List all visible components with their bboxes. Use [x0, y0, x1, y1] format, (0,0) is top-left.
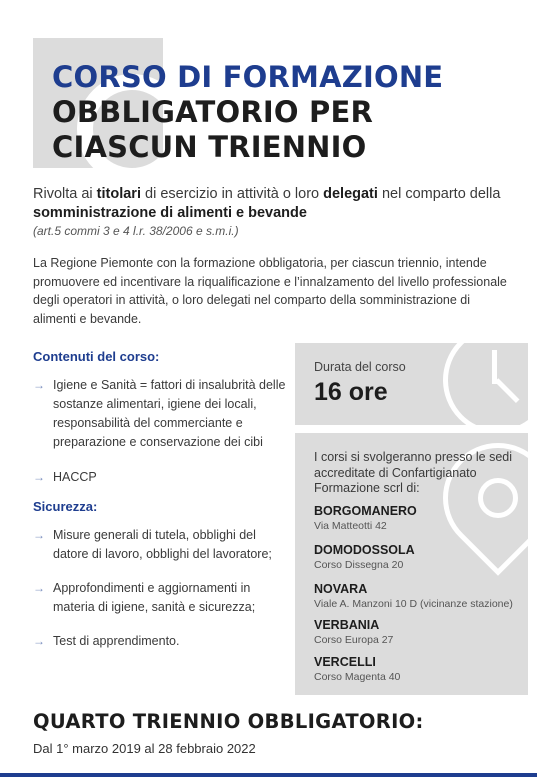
sedi-panel	[295, 433, 528, 695]
intro-bold-titolari: titolari	[96, 186, 141, 202]
list-item-text: HACCP	[53, 470, 97, 484]
location-item	[314, 542, 415, 572]
intro-bold-sector: somministrazione di alimenti e bevande	[33, 205, 307, 221]
intro-part: Rivolta ai	[33, 186, 97, 202]
list-item	[33, 526, 288, 564]
title-line-3: CIASCUN TRIENNIO	[52, 130, 367, 164]
sicurezza-list	[33, 526, 288, 651]
location-city: DOMODOSSOLA	[314, 543, 415, 557]
location-item	[314, 503, 417, 533]
list-item	[33, 468, 288, 487]
list-item-text: Igiene e Sanità = fattori di insalubrità delle sostanze alimentari, igiene dei locali, responsabilità del commerciante e preparazione e conservazione dei cibi	[53, 378, 286, 449]
clock-icon	[443, 343, 528, 425]
sedi-intro: I corsi si svolgeranno presso le sedi accreditate di Confartigianato Formazione scrl di:	[314, 450, 513, 495]
location-city: BORGOMANERO	[314, 504, 417, 518]
arrow-right-icon: →	[33, 634, 45, 648]
sicurezza-heading: Sicurezza:	[33, 499, 98, 514]
location-city: VERCELLI	[314, 655, 376, 669]
footer-dates: Dal 1° marzo 2019 al 28 febbraio 2022	[33, 741, 256, 756]
durata-value: 16 ore	[314, 378, 388, 406]
arrow-right-icon: →	[33, 378, 45, 392]
description-paragraph: La Regione Piemonte con la formazione obbligatoria, per ciascun triennio, intende promuovere ed incentivare la riqualificazione e l’innalzamento del livello professionale degli operatori in attività, o loro delegati nel comparto della somministrazione di alimenti e bevande.	[33, 256, 507, 326]
list-item-text: Misure generali di tutela, obblighi del datore di lavoro, obblighi del lavoratore;	[53, 528, 272, 561]
list-item	[33, 376, 288, 452]
footer-title: QUARTO TRIENNIO OBBLIGATORIO:	[33, 710, 424, 733]
location-address: Corso Dissegna 20	[314, 559, 404, 571]
intro-text	[33, 185, 513, 239]
arrow-right-icon: →	[33, 581, 45, 595]
legal-reference: (art.5 commi 3 e 4 l.r. 38/2006 e s.m.i.)	[33, 224, 239, 238]
list-item	[33, 579, 288, 617]
location-item	[314, 581, 513, 611]
title-line-2: OBBLIGATORIO PER	[52, 95, 374, 129]
location-address: Corso Magenta 40	[314, 671, 401, 683]
location-city: NOVARA	[314, 582, 368, 596]
page-title	[52, 60, 443, 165]
location-address: Corso Europa 27	[314, 634, 394, 646]
bottom-divider	[0, 773, 537, 777]
list-item-text: Test di apprendimento.	[53, 634, 180, 648]
location-item	[314, 617, 393, 647]
intro-part: di esercizio in attività o loro	[140, 186, 324, 202]
durata-panel	[295, 343, 528, 425]
location-address: Viale A. Manzoni 10 D (vicinanze stazione)	[314, 598, 513, 610]
location-item	[314, 654, 400, 684]
arrow-right-icon: →	[33, 470, 45, 484]
durata-label: Durata del corso	[314, 360, 406, 374]
location-city: VERBANIA	[314, 618, 380, 632]
arrow-right-icon: →	[33, 528, 45, 542]
intro-bold-delegati: delegati	[323, 186, 378, 202]
contenuti-list	[33, 376, 288, 487]
location-address: Via Matteotti 42	[314, 520, 387, 532]
list-item	[33, 632, 288, 651]
title-line-1: CORSO DI FORMAZIONE	[52, 60, 444, 94]
contenuti-heading: Contenuti del corso:	[33, 349, 160, 364]
list-item-text: Approfondimenti e aggiornamenti in materia di igiene, sanità e sicurezza;	[53, 581, 256, 614]
intro-part: nel comparto della	[377, 186, 501, 202]
